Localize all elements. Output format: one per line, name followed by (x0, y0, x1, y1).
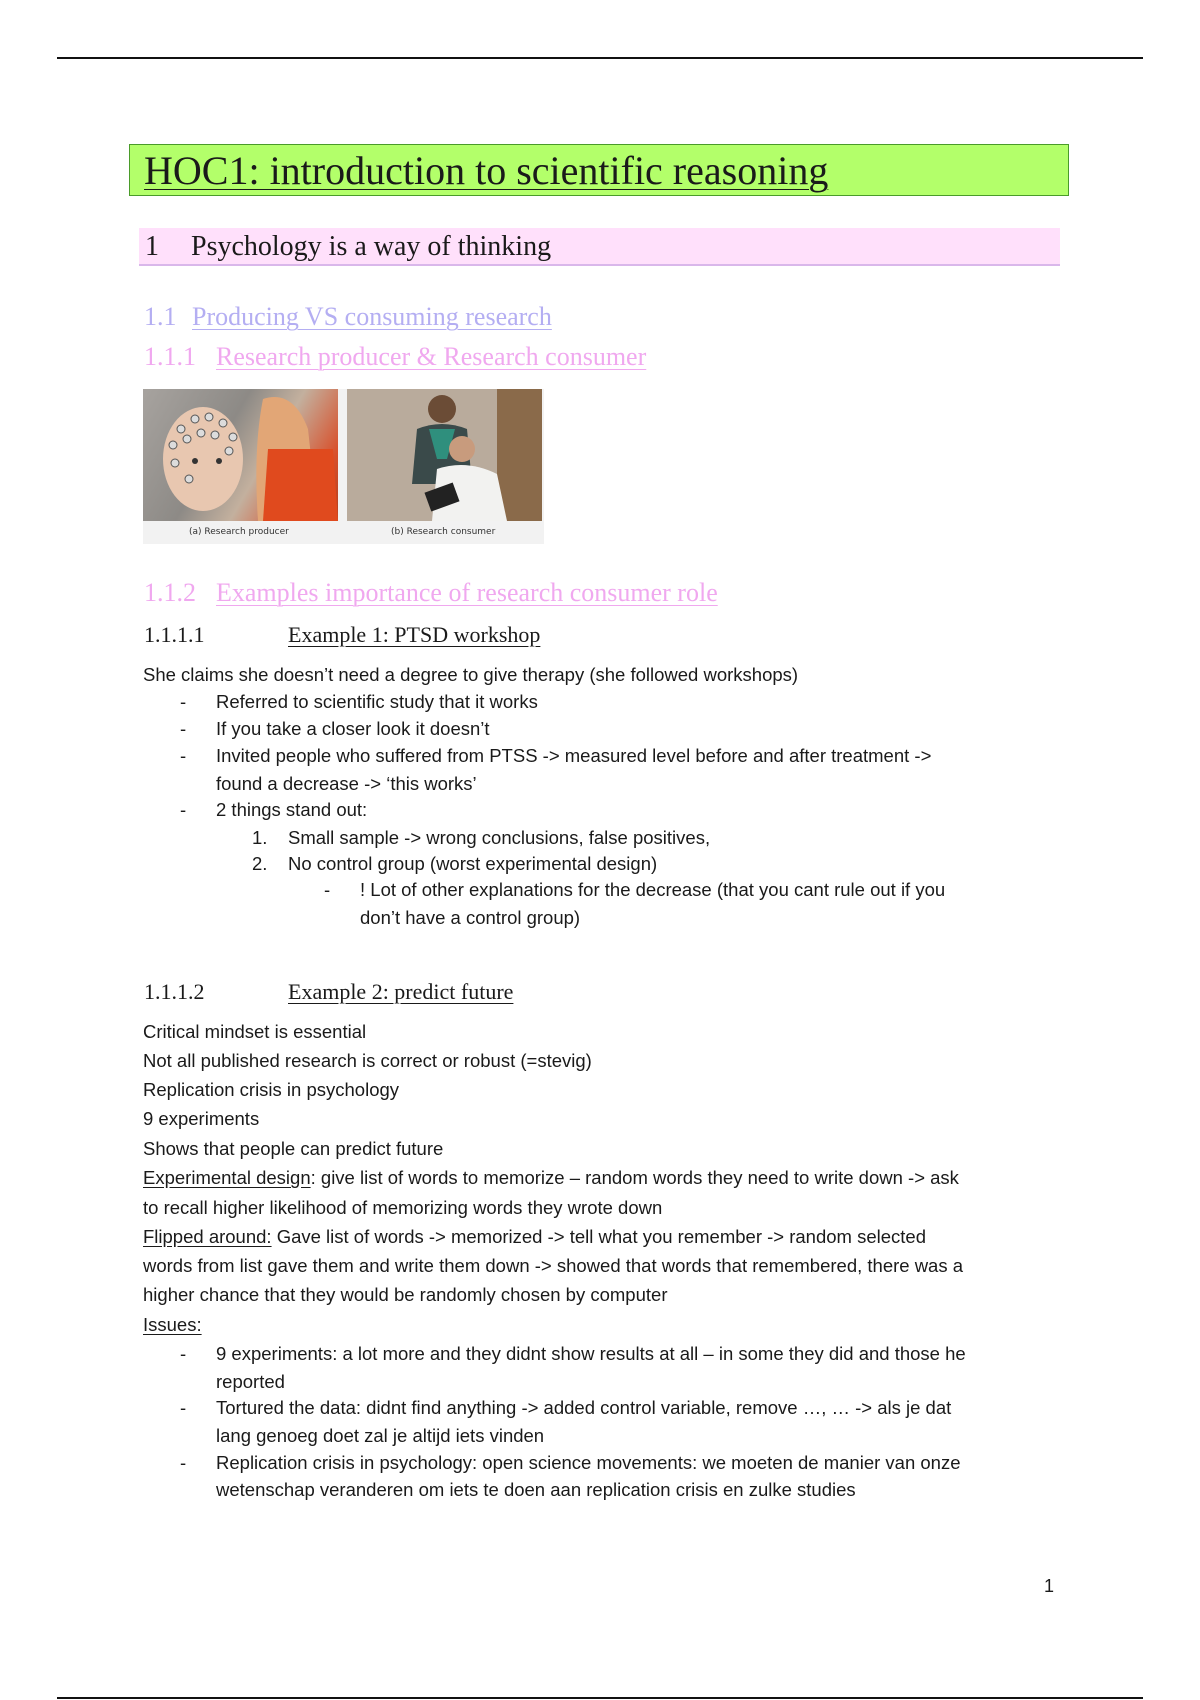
section-title: Examples importance of research consumer role (216, 578, 718, 607)
research-producer-photo (143, 389, 338, 521)
body-line: higher chance that they would be randomly chosen by computer (143, 1284, 668, 1305)
research-roles-figure (143, 389, 544, 544)
body-line: to recall higher likelihood of memorizing words they wrote down (143, 1197, 663, 1218)
body-line: Shows that people can predict future (143, 1138, 444, 1159)
section-title: Psychology is a way of thinking (191, 231, 552, 262)
body-line: words from list gave them and write them down -> showed that words that remembered, there was a (143, 1255, 964, 1276)
numbered-marker: 2. (252, 853, 268, 874)
numbered-marker: 1. (252, 827, 268, 848)
example-title: Example 1: PTSD workshop (288, 622, 541, 647)
issue-item: Tortured the data: didnt find anything -> added control variable, remove …, … -> als je dat (216, 1397, 952, 1418)
flipped-around-label: Flipped around: (143, 1226, 272, 1247)
sub-bullet-item: ! Lot of other explanations for the decrease (that you cant rule out if you (360, 879, 946, 900)
example-2-heading (144, 979, 514, 1005)
section-title: Producing VS consuming research (192, 302, 552, 331)
section-number: 1.1 (144, 302, 177, 331)
example-title: Example 2: predict future (288, 979, 514, 1004)
issue-item-continued: lang genoeg doet zal je altijd iets vinden (216, 1425, 545, 1446)
example-1-intro: She claims she doesn’t need a degree to give therapy (she followed workshops) (143, 664, 799, 685)
bullet-item-continued: found a decrease -> ‘this works’ (216, 773, 477, 794)
example-number: 1.1.1.1 (144, 622, 205, 647)
example-number: 1.1.1.2 (144, 979, 205, 1004)
section-heading-1 (139, 228, 1060, 266)
body-line: Not all published research is correct or robust (=stevig) (143, 1050, 592, 1071)
flipped-around-line (143, 1225, 926, 1249)
section-number: 1.1.1 (144, 342, 196, 371)
issue-item: Replication crisis in psychology: open science movements: we moeten de manier van onze (216, 1452, 961, 1473)
title-box (129, 144, 1069, 196)
example-1-heading (144, 622, 541, 648)
sub-bullet-item-continued: don’t have a control group) (360, 907, 581, 928)
issue-item-continued: reported (216, 1371, 285, 1392)
bottom-rule (57, 1697, 1143, 1699)
body-line: Replication crisis in psychology (143, 1079, 400, 1100)
bullet-item: If you take a closer look it doesn’t (216, 718, 490, 739)
flipped-around-text: Gave list of words -> memorized -> tell what you remember -> random selected (271, 1226, 926, 1247)
page-number: 1 (1044, 1576, 1055, 1596)
numbered-item: Small sample -> wrong conclusions, false positives, (288, 827, 711, 848)
bullet-item: Invited people who suffered from PTSS -> measured level before and after treatment -> (216, 745, 932, 766)
section-title: Research producer & Research consumer (216, 342, 647, 371)
figure-caption-b: (b) Research consumer (391, 527, 496, 537)
issues-label: Issues: (143, 1314, 202, 1335)
page-title: HOC1: introduction to scientific reasoning (144, 148, 829, 193)
bullet-item: Referred to scientific study that it works (216, 691, 538, 712)
research-consumer-photo (347, 389, 542, 521)
top-rule (57, 57, 1143, 59)
body-line: 9 experiments (143, 1108, 260, 1129)
experimental-design-text: : give list of words to memorize – random words they need to write down -> ask (310, 1167, 959, 1188)
experimental-design-label: Experimental design (143, 1167, 311, 1188)
bullet-item: 2 things stand out: (216, 799, 368, 820)
issue-item-continued: wetenschap veranderen om iets te doen aan replication crisis en zulke studies (216, 1479, 856, 1500)
issue-item: 9 experiments: a lot more and they didnt show results at all – in some they did and those he (216, 1343, 966, 1364)
numbered-item: No control group (worst experimental design) (288, 853, 658, 874)
figure-caption-a: (a) Research producer (189, 527, 289, 537)
body-line: Critical mindset is essential (143, 1021, 367, 1042)
section-number: 1.1.2 (144, 578, 196, 607)
section-number: 1 (145, 231, 159, 262)
experimental-design-line (143, 1166, 959, 1190)
